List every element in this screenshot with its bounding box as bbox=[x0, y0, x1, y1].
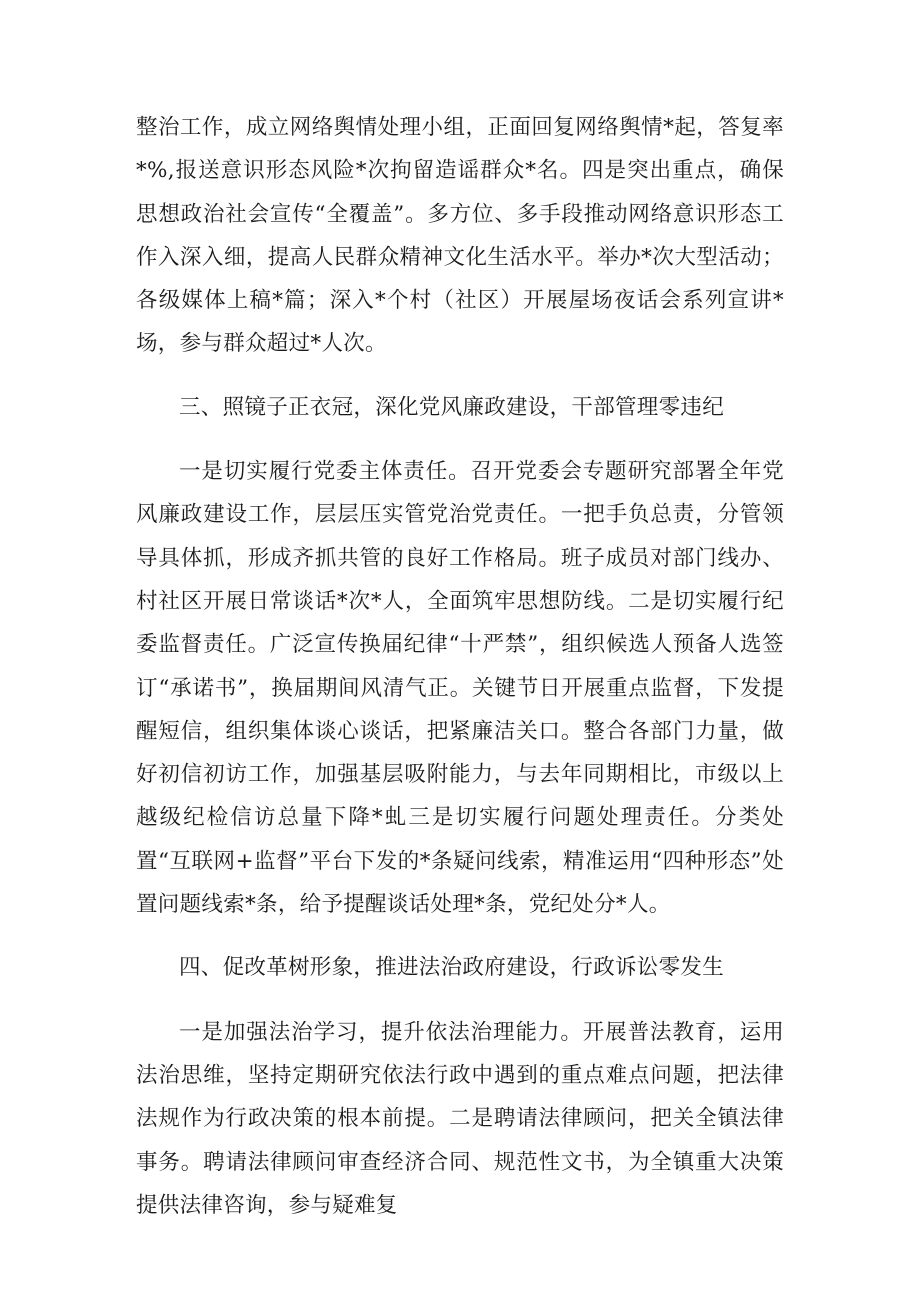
paragraph-party-conduct: 一是切实履行党委主体责任。召开党委会专题研究部署全年党风廉政建设工作，层层压实管党治党责任。一把手负总责，分管领导具体抓，形成齐抓共管的良好工作格局。班子成员对部门线办、村社区开展日常谈话*次*人，全面筑牢思想防线。二是切实履行纪委监督责任。广泛宣传换届纪律“十严禁”，组织候选人预备人选签订“承诺书”，换届期间风清气正。关键节日开展重点监督，下发提醒短信，组织集体谈心谈话，把紧廉洁关口。整合各部门力量，做好初信初访工作，加强基层吸附能力，与去年同期相比，市级以上越级纪检信访总量下降*虬三是切实履行问题处理责任。分类处置“互联网+监督”平台下发的*条疑问线索，精准运用“四种形态”处置问题线索*条，给予提醒谈话处理*条，党纪处分*人。 bbox=[136, 459, 784, 918]
paragraph-rule-of-law: 一是加强法治学习，提升依法治理能力。开展普法教育，运用法治思维，坚持定期研究依法行政中遇到的重点难点问题，把法律法规作为行政决策的根本前提。二是聘请法律顾问，把关全镇法律事务。聘请法律顾问审查经济合同、规范性文书，为全镇重大决策提供法律咨询，参与疑难复 bbox=[136, 1019, 784, 1218]
document-body bbox=[136, 106, 784, 1227]
section-heading-four: 四、促改革树形象，推进法治政府建设，行政诉讼零发生 bbox=[179, 955, 725, 981]
section-heading-three: 三、照镜子正衣冠，深化党风廉政建设，干部管理零违纪 bbox=[179, 394, 725, 420]
paragraph-network-public-opinion: 整治工作，成立网络舆情处理小组，正面回复网络舆情*起，答复率*%,报送意识形态风险*次拘留造谣群众*名。四是突出重点，确保思想政治社会宣传“全覆盖”。多方位、多手段推动网络意识形态工作入深入细，提高人民群众精神文化生活水平。举办*次大型活动；各级媒体上稿*篇；深入*个村（社区）开展屋场夜话会系列宣讲*场，参与群众超过*人次。 bbox=[136, 115, 784, 357]
